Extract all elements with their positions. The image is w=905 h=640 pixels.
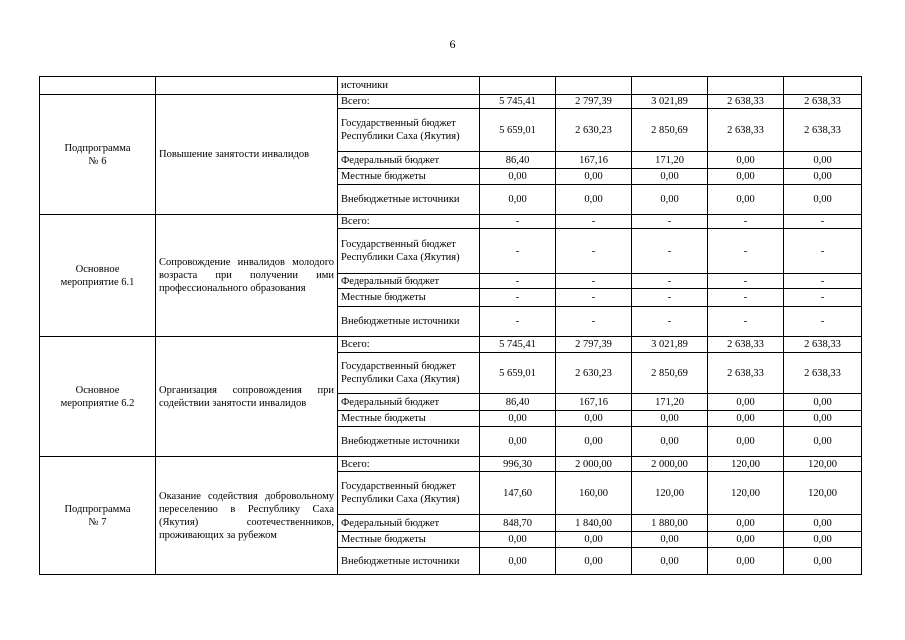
program-cell: Основное мероприятие 6.1 (40, 215, 156, 337)
value-cell: 0,00 (708, 427, 784, 457)
source-cell: Государственный бюджет Республики Саха (Якутия) (338, 353, 480, 394)
description-cell: Повышение занятости инвалидов (156, 95, 338, 215)
table-row (40, 95, 862, 109)
value-cell: 0,00 (784, 548, 862, 575)
value-cell: 120,00 (708, 472, 784, 515)
value-cell: 86,40 (480, 152, 556, 169)
value-cell: 2 797,39 (556, 95, 632, 109)
budget-table (39, 76, 862, 575)
value-cell: 2 638,33 (708, 109, 784, 152)
value-cell: 2 638,33 (784, 95, 862, 109)
value-cell: - (784, 229, 862, 274)
program-cell: Основное мероприятие 6.2 (40, 337, 156, 457)
value-cell: - (784, 289, 862, 307)
value-cell: 2 638,33 (708, 95, 784, 109)
value-cell: 2 638,33 (784, 337, 862, 353)
source-cell: Федеральный бюджет (338, 152, 480, 169)
source-cell: Местные бюджеты (338, 532, 480, 548)
value-cell: 0,00 (632, 411, 708, 427)
value-cell: 2 850,69 (632, 109, 708, 152)
value-cell: 2 638,33 (784, 353, 862, 394)
source-cell: Федеральный бюджет (338, 274, 480, 289)
table-row (40, 457, 862, 472)
value-cell: 5 745,41 (480, 95, 556, 109)
value-cell (556, 77, 632, 95)
value-cell: 0,00 (556, 411, 632, 427)
value-cell: 0,00 (480, 548, 556, 575)
value-cell: 0,00 (784, 427, 862, 457)
value-cell: 147,60 (480, 472, 556, 515)
value-cell (632, 77, 708, 95)
value-cell: 167,16 (556, 394, 632, 411)
value-cell: 0,00 (480, 185, 556, 215)
value-cell: 171,20 (632, 394, 708, 411)
source-cell: Федеральный бюджет (338, 515, 480, 532)
value-cell: - (556, 289, 632, 307)
value-cell: 0,00 (480, 532, 556, 548)
value-cell: 848,70 (480, 515, 556, 532)
value-cell: - (556, 274, 632, 289)
program-cell: Подпрограмма № 6 (40, 95, 156, 215)
value-cell: 2 797,39 (556, 337, 632, 353)
value-cell: 3 021,89 (632, 95, 708, 109)
value-cell: - (784, 215, 862, 229)
value-cell: 2 630,23 (556, 353, 632, 394)
value-cell: 167,16 (556, 152, 632, 169)
source-cell: Государственный бюджет Республики Саха (Якутия) (338, 472, 480, 515)
value-cell: 0,00 (632, 185, 708, 215)
value-cell: - (708, 229, 784, 274)
value-cell: - (480, 289, 556, 307)
value-cell: 0,00 (708, 532, 784, 548)
value-cell: - (480, 307, 556, 337)
value-cell: 0,00 (632, 169, 708, 185)
description-cell (156, 77, 338, 95)
value-cell: - (556, 307, 632, 337)
source-cell: Государственный бюджет Республики Саха (Якутия) (338, 229, 480, 274)
value-cell: 0,00 (708, 411, 784, 427)
source-cell: Местные бюджеты (338, 169, 480, 185)
value-cell: - (784, 307, 862, 337)
value-cell: 2 850,69 (632, 353, 708, 394)
value-cell: 0,00 (784, 515, 862, 532)
value-cell: - (556, 229, 632, 274)
value-cell: 0,00 (632, 427, 708, 457)
value-cell: 2 638,33 (708, 353, 784, 394)
value-cell: 160,00 (556, 472, 632, 515)
value-cell: 2 000,00 (556, 457, 632, 472)
source-cell: Федеральный бюджет (338, 394, 480, 411)
value-cell: 0,00 (784, 185, 862, 215)
value-cell: - (632, 307, 708, 337)
value-cell: 0,00 (784, 152, 862, 169)
value-cell: - (632, 229, 708, 274)
value-cell (784, 77, 862, 95)
source-cell: Внебюджетные источники (338, 548, 480, 575)
description-cell: Сопровождение инвалидов молодого возраста при получении ими профессионального образования (156, 215, 338, 337)
value-cell: 0,00 (480, 427, 556, 457)
value-cell: 2 000,00 (632, 457, 708, 472)
description-cell: Организация сопровождения при содействии занятости инвалидов (156, 337, 338, 457)
source-cell: Местные бюджеты (338, 289, 480, 307)
value-cell: 2 638,33 (708, 337, 784, 353)
source-cell: источники (338, 77, 480, 95)
value-cell: 120,00 (708, 457, 784, 472)
value-cell: - (480, 229, 556, 274)
value-cell: 3 021,89 (632, 337, 708, 353)
table-row (40, 337, 862, 353)
value-cell: - (708, 274, 784, 289)
source-cell: Всего: (338, 215, 480, 229)
value-cell: 0,00 (556, 427, 632, 457)
value-cell: 0,00 (784, 411, 862, 427)
value-cell: 0,00 (708, 152, 784, 169)
program-cell (40, 77, 156, 95)
value-cell (708, 77, 784, 95)
value-cell: 0,00 (480, 411, 556, 427)
table-row (40, 77, 862, 95)
value-cell: - (708, 307, 784, 337)
program-cell: Подпрограмма № 7 (40, 457, 156, 575)
value-cell: 996,30 (480, 457, 556, 472)
value-cell: - (632, 274, 708, 289)
page-number: 6 (449, 37, 456, 51)
value-cell: - (784, 274, 862, 289)
source-cell: Государственный бюджет Республики Саха (Якутия) (338, 109, 480, 152)
value-cell: 5 659,01 (480, 109, 556, 152)
value-cell: 0,00 (556, 185, 632, 215)
value-cell: 0,00 (784, 169, 862, 185)
value-cell: - (708, 289, 784, 307)
value-cell: 120,00 (632, 472, 708, 515)
value-cell: 0,00 (632, 548, 708, 575)
value-cell: 5 745,41 (480, 337, 556, 353)
value-cell: 0,00 (556, 169, 632, 185)
value-cell: 120,00 (784, 457, 862, 472)
value-cell: 5 659,01 (480, 353, 556, 394)
source-cell: Всего: (338, 337, 480, 353)
value-cell: 171,20 (632, 152, 708, 169)
source-cell: Внебюджетные источники (338, 307, 480, 337)
value-cell: - (632, 215, 708, 229)
source-cell: Всего: (338, 95, 480, 109)
source-cell: Всего: (338, 457, 480, 472)
value-cell: 1 880,00 (632, 515, 708, 532)
value-cell: - (480, 274, 556, 289)
value-cell: 120,00 (784, 472, 862, 515)
value-cell: 0,00 (708, 169, 784, 185)
description-cell: Оказание содействия добровольному переселению в Республику Саха (Якутия) соотечественников, проживающих за рубежом (156, 457, 338, 575)
value-cell (480, 77, 556, 95)
value-cell: - (708, 215, 784, 229)
value-cell: - (556, 215, 632, 229)
value-cell: 0,00 (480, 169, 556, 185)
value-cell: 0,00 (556, 532, 632, 548)
value-cell: 0,00 (708, 394, 784, 411)
table-row (40, 215, 862, 229)
value-cell: 0,00 (784, 394, 862, 411)
value-cell: 0,00 (708, 548, 784, 575)
value-cell: 0,00 (708, 185, 784, 215)
value-cell: 2 630,23 (556, 109, 632, 152)
source-cell: Внебюджетные источники (338, 185, 480, 215)
source-cell: Внебюджетные источники (338, 427, 480, 457)
value-cell: 2 638,33 (784, 109, 862, 152)
value-cell: - (480, 215, 556, 229)
value-cell: 1 840,00 (556, 515, 632, 532)
value-cell: 86,40 (480, 394, 556, 411)
value-cell: 0,00 (784, 532, 862, 548)
value-cell: - (632, 289, 708, 307)
value-cell: 0,00 (708, 515, 784, 532)
value-cell: 0,00 (632, 532, 708, 548)
source-cell: Местные бюджеты (338, 411, 480, 427)
value-cell: 0,00 (556, 548, 632, 575)
